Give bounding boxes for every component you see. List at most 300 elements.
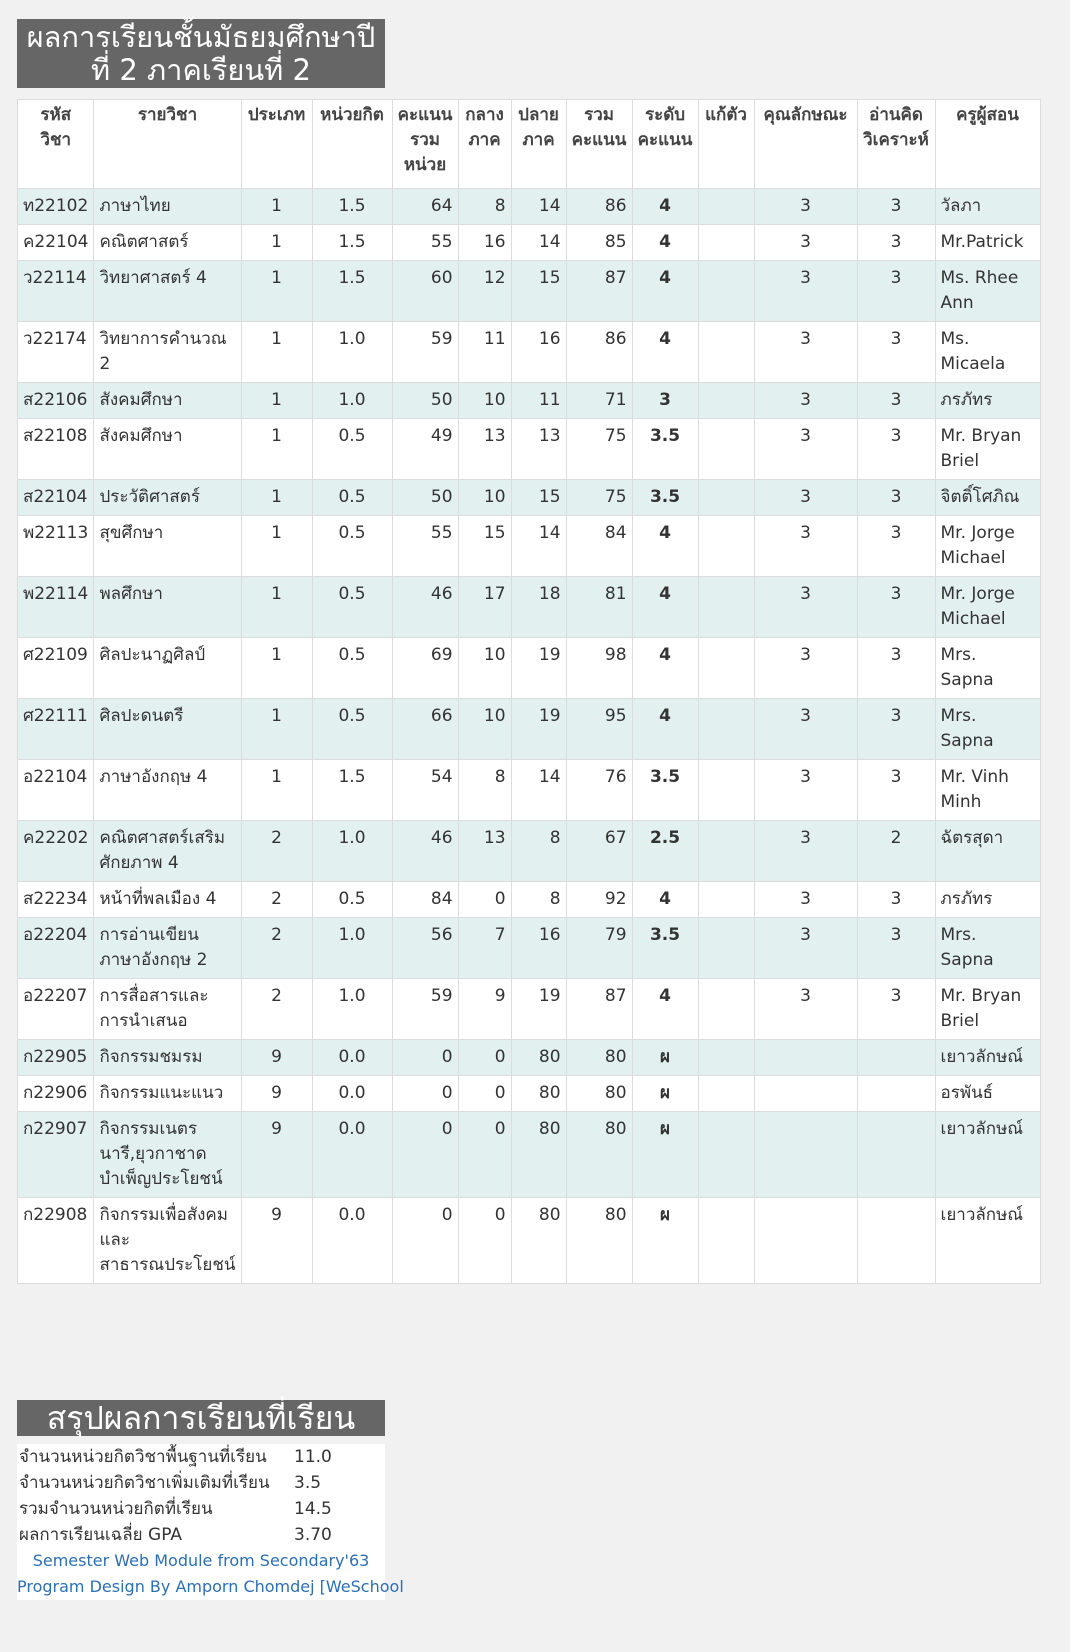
cell-teacher: เยาวลักษณ์ bbox=[935, 1040, 1040, 1076]
cell-analysis bbox=[857, 1112, 935, 1198]
cell-subject: หน้าที่พลเมือง 4 bbox=[94, 882, 241, 918]
cell-grade: 4 bbox=[632, 638, 698, 699]
table-row bbox=[18, 979, 1041, 1040]
cell-analysis: 2 bbox=[857, 821, 935, 882]
cell-teacher: จิตติ์โศภิณ bbox=[935, 480, 1040, 516]
cell-total: 95 bbox=[566, 699, 632, 760]
cell-fin: 80 bbox=[511, 1040, 566, 1076]
cell-mid: 7 bbox=[458, 918, 511, 979]
cell-character: 3 bbox=[754, 419, 857, 480]
cell-credits: 0.0 bbox=[312, 1112, 392, 1198]
summary-label: รวมจำนวนหน่วยกิตที่เรียน bbox=[19, 1499, 213, 1519]
cell-code: อ22104 bbox=[18, 760, 94, 821]
cell-character: 3 bbox=[754, 577, 857, 638]
table-row bbox=[18, 322, 1041, 383]
cell-fin: 13 bbox=[511, 419, 566, 480]
cell-mid: 10 bbox=[458, 638, 511, 699]
cell-type: 1 bbox=[241, 577, 312, 638]
cell-remedial bbox=[698, 322, 754, 383]
cell-analysis: 3 bbox=[857, 322, 935, 383]
cell-code: ก22906 bbox=[18, 1076, 94, 1112]
column-header-text: กลาง bbox=[465, 105, 504, 125]
cell-total: 80 bbox=[566, 1040, 632, 1076]
cell-grade: 4 bbox=[632, 979, 698, 1040]
cell-fin: 19 bbox=[511, 699, 566, 760]
table-row bbox=[18, 419, 1041, 480]
table-row bbox=[18, 918, 1041, 979]
cell-code: ค22202 bbox=[18, 821, 94, 882]
cell-grade: ผ bbox=[632, 1076, 698, 1112]
cell-grade: 3 bbox=[632, 383, 698, 419]
cell-analysis: 3 bbox=[857, 979, 935, 1040]
cell-mid: 17 bbox=[458, 577, 511, 638]
summary-row bbox=[17, 1496, 385, 1522]
cell-remedial bbox=[698, 516, 754, 577]
cell-total: 98 bbox=[566, 638, 632, 699]
cell-type: 1 bbox=[241, 225, 312, 261]
cell-unit: 55 bbox=[392, 516, 458, 577]
column-header-midterm bbox=[458, 100, 511, 189]
cell-total: 85 bbox=[566, 225, 632, 261]
cell-fin: 16 bbox=[511, 322, 566, 383]
cell-code: ท22102 bbox=[18, 189, 94, 225]
cell-credits: 1.5 bbox=[312, 189, 392, 225]
cell-remedial bbox=[698, 918, 754, 979]
cell-grade: 4 bbox=[632, 882, 698, 918]
cell-credits: 0.5 bbox=[312, 577, 392, 638]
cell-type: 1 bbox=[241, 760, 312, 821]
cell-code: อ22204 bbox=[18, 918, 94, 979]
cell-unit: 60 bbox=[392, 261, 458, 322]
cell-teacher: Mr. Jorge Michael bbox=[935, 516, 1040, 577]
cell-unit: 50 bbox=[392, 480, 458, 516]
cell-mid: 0 bbox=[458, 1076, 511, 1112]
table-row bbox=[18, 383, 1041, 419]
cell-remedial bbox=[698, 1076, 754, 1112]
cell-subject: คณิตศาสตร์ bbox=[94, 225, 241, 261]
cell-remedial bbox=[698, 638, 754, 699]
table-row bbox=[18, 261, 1041, 322]
cell-teacher: เยาวลักษณ์ bbox=[935, 1112, 1040, 1198]
cell-fin: 80 bbox=[511, 1112, 566, 1198]
cell-fin: 8 bbox=[511, 882, 566, 918]
cell-grade: 2.5 bbox=[632, 821, 698, 882]
cell-unit: 54 bbox=[392, 760, 458, 821]
cell-grade: ผ bbox=[632, 1040, 698, 1076]
column-header-character bbox=[754, 100, 857, 189]
cell-grade: 4 bbox=[632, 699, 698, 760]
cell-fin: 14 bbox=[511, 225, 566, 261]
table-row bbox=[18, 760, 1041, 821]
cell-remedial bbox=[698, 699, 754, 760]
cell-analysis: 3 bbox=[857, 760, 935, 821]
column-header-text: หน่วยกิต bbox=[320, 105, 384, 125]
cell-analysis bbox=[857, 1040, 935, 1076]
column-header-teacher bbox=[935, 100, 1040, 189]
cell-remedial bbox=[698, 1112, 754, 1198]
cell-credits: 1.0 bbox=[312, 383, 392, 419]
cell-unit: 46 bbox=[392, 577, 458, 638]
summary-row bbox=[17, 1522, 385, 1548]
footer-line-2: Program Design By Amporn Chomdej [WeSchool bbox=[17, 1577, 404, 1596]
table-row bbox=[18, 1040, 1041, 1076]
cell-subject: กิจกรรมเพื่อสังคมและ สาธารณประโยชน์ bbox=[94, 1198, 241, 1284]
table-row bbox=[18, 516, 1041, 577]
cell-unit: 0 bbox=[392, 1076, 458, 1112]
cell-character bbox=[754, 1198, 857, 1284]
cell-type: 9 bbox=[241, 1198, 312, 1284]
cell-remedial bbox=[698, 821, 754, 882]
table-row bbox=[18, 225, 1041, 261]
cell-grade: 3.5 bbox=[632, 480, 698, 516]
table-row bbox=[18, 577, 1041, 638]
column-header-type bbox=[241, 100, 312, 189]
column-header-text: วิเคราะห์ bbox=[863, 130, 929, 150]
cell-mid: 8 bbox=[458, 760, 511, 821]
cell-unit: 49 bbox=[392, 419, 458, 480]
cell-unit: 69 bbox=[392, 638, 458, 699]
cell-fin: 14 bbox=[511, 760, 566, 821]
summary-value: 3.5 bbox=[294, 1473, 322, 1493]
cell-teacher: Mrs. Sapna bbox=[935, 638, 1040, 699]
cell-fin: 80 bbox=[511, 1198, 566, 1284]
cell-total: 76 bbox=[566, 760, 632, 821]
cell-mid: 9 bbox=[458, 979, 511, 1040]
cell-total: 86 bbox=[566, 189, 632, 225]
cell-fin: 16 bbox=[511, 918, 566, 979]
cell-code: ก22905 bbox=[18, 1040, 94, 1076]
cell-character: 3 bbox=[754, 322, 857, 383]
column-header-text: หน่วย bbox=[403, 155, 447, 175]
column-header-text: รวม bbox=[410, 130, 440, 150]
cell-subject: วิทยาศาสตร์ 4 bbox=[94, 261, 241, 322]
cell-teacher: ภรภัทร bbox=[935, 383, 1040, 419]
cell-analysis: 3 bbox=[857, 699, 935, 760]
table-row bbox=[18, 638, 1041, 699]
cell-teacher: Mr. Bryan Briel bbox=[935, 979, 1040, 1040]
cell-total: 86 bbox=[566, 322, 632, 383]
cell-character: 3 bbox=[754, 261, 857, 322]
cell-analysis: 3 bbox=[857, 261, 935, 322]
column-header-text: ปลาย bbox=[518, 105, 559, 125]
cell-type: 1 bbox=[241, 480, 312, 516]
cell-type: 1 bbox=[241, 261, 312, 322]
column-header-credits bbox=[312, 100, 392, 189]
cell-teacher: วัลภา bbox=[935, 189, 1040, 225]
cell-code: พ22114 bbox=[18, 577, 94, 638]
cell-unit: 84 bbox=[392, 882, 458, 918]
column-header-text: คะแนน bbox=[571, 130, 627, 150]
cell-analysis: 3 bbox=[857, 480, 935, 516]
cell-teacher: Mrs. Sapna bbox=[935, 699, 1040, 760]
cell-subject: พลศึกษา bbox=[94, 577, 241, 638]
cell-teacher: Ms. Micaela bbox=[935, 322, 1040, 383]
summary-label: ผลการเรียนเฉลี่ย GPA bbox=[19, 1525, 183, 1545]
summary-value: 3.70 bbox=[294, 1525, 332, 1545]
column-header-final bbox=[511, 100, 566, 189]
cell-code: ศ22111 bbox=[18, 699, 94, 760]
cell-fin: 14 bbox=[511, 189, 566, 225]
column-header-text: ระดับ bbox=[644, 105, 686, 125]
column-header-subject bbox=[94, 100, 241, 189]
cell-character: 3 bbox=[754, 189, 857, 225]
cell-type: 2 bbox=[241, 882, 312, 918]
cell-analysis: 3 bbox=[857, 638, 935, 699]
cell-total: 80 bbox=[566, 1076, 632, 1112]
cell-mid: 0 bbox=[458, 1040, 511, 1076]
summary-row bbox=[17, 1444, 385, 1470]
cell-total: 87 bbox=[566, 261, 632, 322]
cell-fin: 80 bbox=[511, 1076, 566, 1112]
table-row bbox=[18, 699, 1041, 760]
cell-total: 75 bbox=[566, 419, 632, 480]
cell-credits: 0.0 bbox=[312, 1198, 392, 1284]
cell-fin: 8 bbox=[511, 821, 566, 882]
cell-code: ค22104 bbox=[18, 225, 94, 261]
summary-title: สรุปผลการเรียนที่เรียน bbox=[17, 1400, 385, 1436]
cell-subject: ภาษาไทย bbox=[94, 189, 241, 225]
cell-subject: ศิลปะดนตรี bbox=[94, 699, 241, 760]
cell-type: 1 bbox=[241, 638, 312, 699]
cell-fin: 19 bbox=[511, 979, 566, 1040]
cell-total: 67 bbox=[566, 821, 632, 882]
cell-subject: การอ่านเขียนภาษาอังกฤษ 2 bbox=[94, 918, 241, 979]
cell-type: 9 bbox=[241, 1076, 312, 1112]
cell-character: 3 bbox=[754, 821, 857, 882]
column-header-text: ประเภท bbox=[247, 105, 306, 125]
cell-code: ส22234 bbox=[18, 882, 94, 918]
cell-fin: 18 bbox=[511, 577, 566, 638]
cell-code: ส22104 bbox=[18, 480, 94, 516]
cell-character: 3 bbox=[754, 638, 857, 699]
cell-type: 2 bbox=[241, 979, 312, 1040]
cell-credits: 0.5 bbox=[312, 882, 392, 918]
cell-total: 81 bbox=[566, 577, 632, 638]
cell-subject: ประวัติศาสตร์ bbox=[94, 480, 241, 516]
cell-subject: กิจกรรมเนตรนารี,ยุวกาชาด บำเพ็ญประโยชน์ bbox=[94, 1112, 241, 1198]
cell-remedial bbox=[698, 261, 754, 322]
column-header-analysis bbox=[857, 100, 935, 189]
cell-grade: 4 bbox=[632, 577, 698, 638]
cell-fin: 15 bbox=[511, 261, 566, 322]
summary-value: 11.0 bbox=[294, 1447, 332, 1467]
cell-remedial bbox=[698, 225, 754, 261]
cell-mid: 16 bbox=[458, 225, 511, 261]
cell-credits: 0.0 bbox=[312, 1076, 392, 1112]
cell-code: พ22113 bbox=[18, 516, 94, 577]
cell-total: 92 bbox=[566, 882, 632, 918]
cell-remedial bbox=[698, 189, 754, 225]
cell-character: 3 bbox=[754, 516, 857, 577]
table-row bbox=[18, 882, 1041, 918]
cell-remedial bbox=[698, 882, 754, 918]
cell-mid: 0 bbox=[458, 882, 511, 918]
summary-row bbox=[17, 1470, 385, 1496]
cell-subject: ศิลปะนาฏศิลป์ bbox=[94, 638, 241, 699]
cell-unit: 55 bbox=[392, 225, 458, 261]
cell-code: ส22106 bbox=[18, 383, 94, 419]
column-header-text: อ่านคิด bbox=[869, 105, 923, 125]
table-row bbox=[18, 821, 1041, 882]
cell-character bbox=[754, 1040, 857, 1076]
cell-subject: สังคมศึกษา bbox=[94, 419, 241, 480]
cell-grade: 3.5 bbox=[632, 760, 698, 821]
summary-value: 14.5 bbox=[294, 1499, 332, 1519]
cell-unit: 66 bbox=[392, 699, 458, 760]
cell-remedial bbox=[698, 979, 754, 1040]
cell-credits: 1.0 bbox=[312, 821, 392, 882]
cell-character: 3 bbox=[754, 480, 857, 516]
cell-mid: 0 bbox=[458, 1198, 511, 1284]
cell-remedial bbox=[698, 1198, 754, 1284]
cell-fin: 11 bbox=[511, 383, 566, 419]
cell-mid: 10 bbox=[458, 699, 511, 760]
column-header-text: รวม bbox=[584, 105, 614, 125]
column-header-text: วิชา bbox=[40, 130, 72, 150]
cell-type: 9 bbox=[241, 1040, 312, 1076]
column-header-text: ภาค bbox=[468, 130, 501, 150]
summary-label: จำนวนหน่วยกิตวิชาเพิ่มเติมที่เรียน bbox=[19, 1473, 270, 1493]
column-header-text: ครูผู้สอน bbox=[956, 105, 1019, 125]
cell-unit: 59 bbox=[392, 979, 458, 1040]
cell-remedial bbox=[698, 1040, 754, 1076]
page-title-line2: ที่ 2 ภาคเรียนที่ 2 bbox=[91, 53, 311, 87]
column-header-text: คะแนน bbox=[397, 105, 453, 125]
cell-type: 2 bbox=[241, 918, 312, 979]
cell-mid: 8 bbox=[458, 189, 511, 225]
cell-subject: สุขศึกษา bbox=[94, 516, 241, 577]
cell-credits: 0.5 bbox=[312, 516, 392, 577]
cell-type: 1 bbox=[241, 189, 312, 225]
column-header-remedial bbox=[698, 100, 754, 189]
cell-analysis: 3 bbox=[857, 882, 935, 918]
cell-teacher: อรพันธ์ bbox=[935, 1076, 1040, 1112]
cell-grade: 4 bbox=[632, 225, 698, 261]
cell-subject: ภาษาอังกฤษ 4 bbox=[94, 760, 241, 821]
cell-credits: 0.5 bbox=[312, 699, 392, 760]
cell-grade: 4 bbox=[632, 189, 698, 225]
cell-unit: 59 bbox=[392, 322, 458, 383]
cell-code: อ22207 bbox=[18, 979, 94, 1040]
cell-unit: 50 bbox=[392, 383, 458, 419]
cell-analysis bbox=[857, 1198, 935, 1284]
cell-character: 3 bbox=[754, 918, 857, 979]
cell-mid: 13 bbox=[458, 419, 511, 480]
cell-analysis: 3 bbox=[857, 225, 935, 261]
table-row bbox=[18, 1198, 1041, 1284]
cell-subject: คณิตศาสตร์เสริมศักยภาพ 4 bbox=[94, 821, 241, 882]
column-header-grade bbox=[632, 100, 698, 189]
cell-grade: 4 bbox=[632, 261, 698, 322]
cell-character: 3 bbox=[754, 882, 857, 918]
cell-fin: 14 bbox=[511, 516, 566, 577]
cell-analysis: 3 bbox=[857, 918, 935, 979]
cell-total: 80 bbox=[566, 1112, 632, 1198]
cell-analysis: 3 bbox=[857, 383, 935, 419]
cell-fin: 15 bbox=[511, 480, 566, 516]
cell-grade: 3.5 bbox=[632, 918, 698, 979]
cell-credits: 1.0 bbox=[312, 322, 392, 383]
cell-type: 9 bbox=[241, 1112, 312, 1198]
column-header-code bbox=[18, 100, 94, 189]
cell-grade: 4 bbox=[632, 516, 698, 577]
cell-credits: 1.0 bbox=[312, 918, 392, 979]
cell-credits: 1.5 bbox=[312, 261, 392, 322]
cell-mid: 10 bbox=[458, 383, 511, 419]
cell-total: 71 bbox=[566, 383, 632, 419]
cell-unit: 46 bbox=[392, 821, 458, 882]
cell-character: 3 bbox=[754, 760, 857, 821]
cell-total: 80 bbox=[566, 1198, 632, 1284]
column-header-text: รหัส bbox=[40, 105, 72, 125]
cell-credits: 1.0 bbox=[312, 979, 392, 1040]
table-header-row bbox=[18, 100, 1041, 189]
cell-type: 1 bbox=[241, 383, 312, 419]
column-header-unit-score bbox=[392, 100, 458, 189]
cell-teacher: Mr. Vinh Minh bbox=[935, 760, 1040, 821]
cell-type: 2 bbox=[241, 821, 312, 882]
cell-fin: 19 bbox=[511, 638, 566, 699]
cell-teacher: ฉัตรสุดา bbox=[935, 821, 1040, 882]
cell-analysis: 3 bbox=[857, 516, 935, 577]
cell-grade: 4 bbox=[632, 322, 698, 383]
column-header-text: แก้ตัว bbox=[705, 105, 747, 125]
cell-credits: 0.5 bbox=[312, 419, 392, 480]
cell-credits: 0.5 bbox=[312, 638, 392, 699]
cell-mid: 12 bbox=[458, 261, 511, 322]
cell-mid: 0 bbox=[458, 1112, 511, 1198]
cell-mid: 13 bbox=[458, 821, 511, 882]
cell-remedial bbox=[698, 577, 754, 638]
cell-type: 1 bbox=[241, 699, 312, 760]
cell-mid: 15 bbox=[458, 516, 511, 577]
cell-type: 1 bbox=[241, 419, 312, 480]
cell-character bbox=[754, 1112, 857, 1198]
cell-analysis bbox=[857, 1076, 935, 1112]
cell-analysis: 3 bbox=[857, 577, 935, 638]
cell-total: 75 bbox=[566, 480, 632, 516]
cell-subject: วิทยาการคำนวณ 2 bbox=[94, 322, 241, 383]
table-row bbox=[18, 1112, 1041, 1198]
cell-character: 3 bbox=[754, 699, 857, 760]
cell-subject: กิจกรรมแนะแนว bbox=[94, 1076, 241, 1112]
cell-unit: 64 bbox=[392, 189, 458, 225]
cell-grade: ผ bbox=[632, 1198, 698, 1284]
cell-character: 3 bbox=[754, 383, 857, 419]
cell-unit: 0 bbox=[392, 1198, 458, 1284]
cell-mid: 10 bbox=[458, 480, 511, 516]
cell-code: ว22174 bbox=[18, 322, 94, 383]
cell-teacher: Mrs. Sapna bbox=[935, 918, 1040, 979]
cell-analysis: 3 bbox=[857, 189, 935, 225]
cell-character: 3 bbox=[754, 225, 857, 261]
cell-remedial bbox=[698, 383, 754, 419]
column-header-text: ภาค bbox=[522, 130, 555, 150]
cell-analysis: 3 bbox=[857, 419, 935, 480]
cell-code: ก22907 bbox=[18, 1112, 94, 1198]
column-header-text: คะแนน bbox=[637, 130, 693, 150]
page-title bbox=[17, 19, 385, 88]
cell-credits: 1.5 bbox=[312, 225, 392, 261]
cell-teacher: Mr.Patrick bbox=[935, 225, 1040, 261]
cell-unit: 56 bbox=[392, 918, 458, 979]
cell-teacher: ภรภัทร bbox=[935, 882, 1040, 918]
summary-label: จำนวนหน่วยกิตวิชาพื้นฐานที่เรียน bbox=[19, 1447, 267, 1467]
cell-total: 87 bbox=[566, 979, 632, 1040]
cell-total: 79 bbox=[566, 918, 632, 979]
table-row bbox=[18, 1076, 1041, 1112]
cell-type: 1 bbox=[241, 516, 312, 577]
